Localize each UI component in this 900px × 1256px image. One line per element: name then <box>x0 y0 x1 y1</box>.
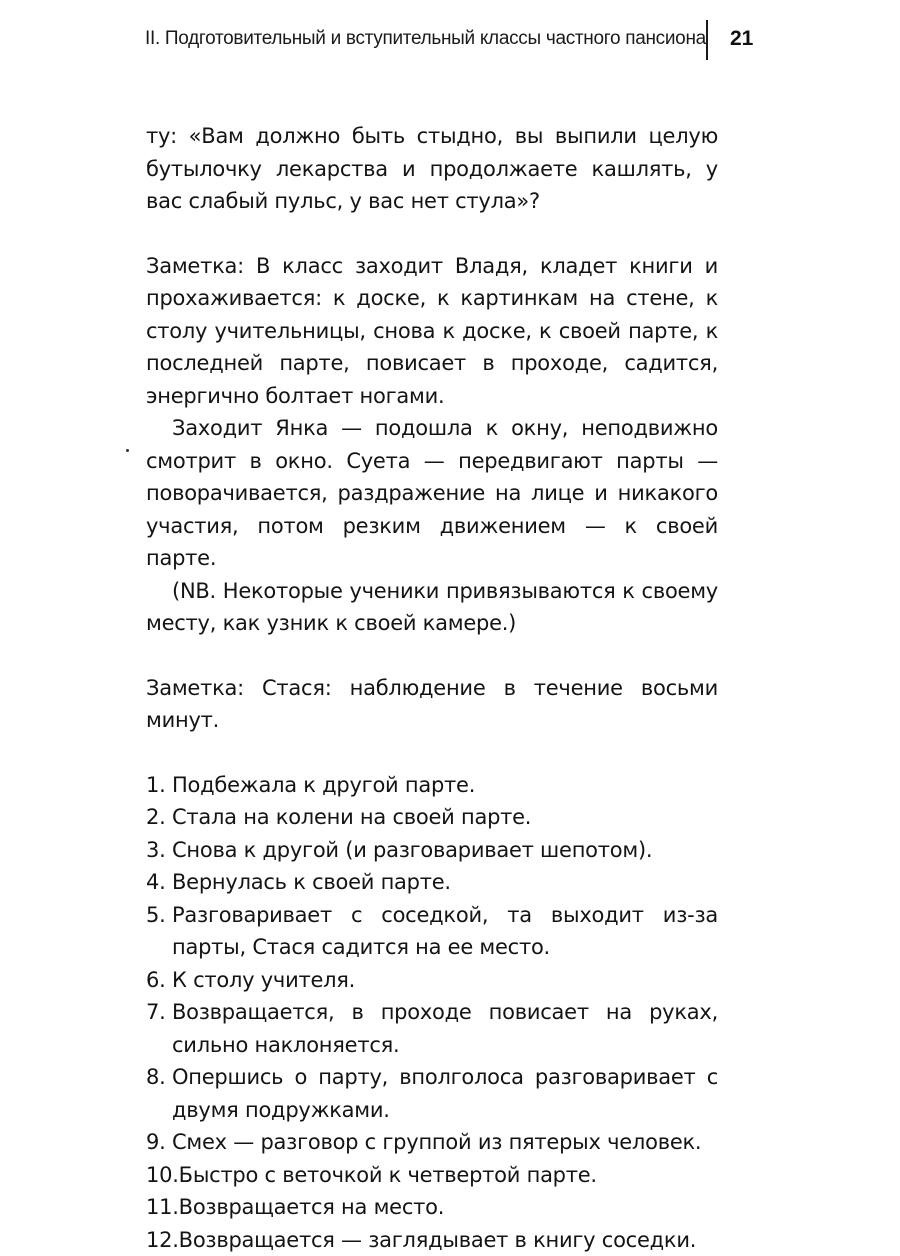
page-number: 21 <box>730 27 753 51</box>
running-header: II. Подготовительный и вступительный классы частного пансиона <box>145 28 706 50</box>
paragraph-yanka: Заходит Янка — подошла к окну, неподвижно смотрит в окно. Суета — передвигают парты — поворачивается, раздражение на лице и никакого участия, потом резким движением — к своей парте. <box>146 412 718 575</box>
list-item: 4. Вернулась к своей парте. <box>146 866 718 899</box>
list-item: 1. Подбежала к другой парте. <box>146 769 718 802</box>
list-item: 12. Возвращается — заглядывает в книгу соседки. <box>146 1224 718 1256</box>
observation-list <box>146 769 718 1256</box>
paragraph-nb: (NB. Некоторые ученики привязываются к своему месту, как узник к своей камере.) <box>146 575 718 640</box>
list-item: 2. Стала на колени на своей парте. <box>146 801 718 834</box>
paragraph-continued-quote: ту: «Вам должно быть стыдно, вы выпили целую бутылочку лекарства и продолжаете кашлять, у вас слабый пульс, у вас нет стула»? <box>146 120 718 218</box>
list-item: 3. Снова к другой (и разговаривает шепотом). <box>146 834 718 867</box>
list-item: 10. Быстро с веточкой к четвертой парте. <box>146 1159 718 1192</box>
list-item: 6. К столу учителя. <box>146 964 718 997</box>
page-body <box>146 120 718 1256</box>
list-item: 8. Опершись о парту, вполголоса разговаривает с двумя подружками. <box>146 1061 718 1126</box>
margin-dot <box>126 449 129 452</box>
list-item: 9. Смех — разговор с группой из пятерых человек. <box>146 1126 718 1159</box>
header-divider <box>706 20 708 60</box>
list-item: 5. Разговаривает с соседкой, та выходит из-за парты, Стася садится на ее место. <box>146 899 718 964</box>
list-item: 11. Возвращается на место. <box>146 1191 718 1224</box>
paragraph-note-vladya: Заметка: В класс заходит Владя, кладет книги и прохаживается: к доске, к картинкам на стене, к столу учительницы, снова к доске, к своей парте, к последней парте, повисает в проходе, садится, энергично болтает ногами. <box>146 250 718 413</box>
list-item: 7. Возвращается, в проходе повисает на руках, сильно наклоняется. <box>146 996 718 1061</box>
paragraph-note-stasya: Заметка: Стася: наблюдение в течение восьми минут. <box>146 672 718 737</box>
